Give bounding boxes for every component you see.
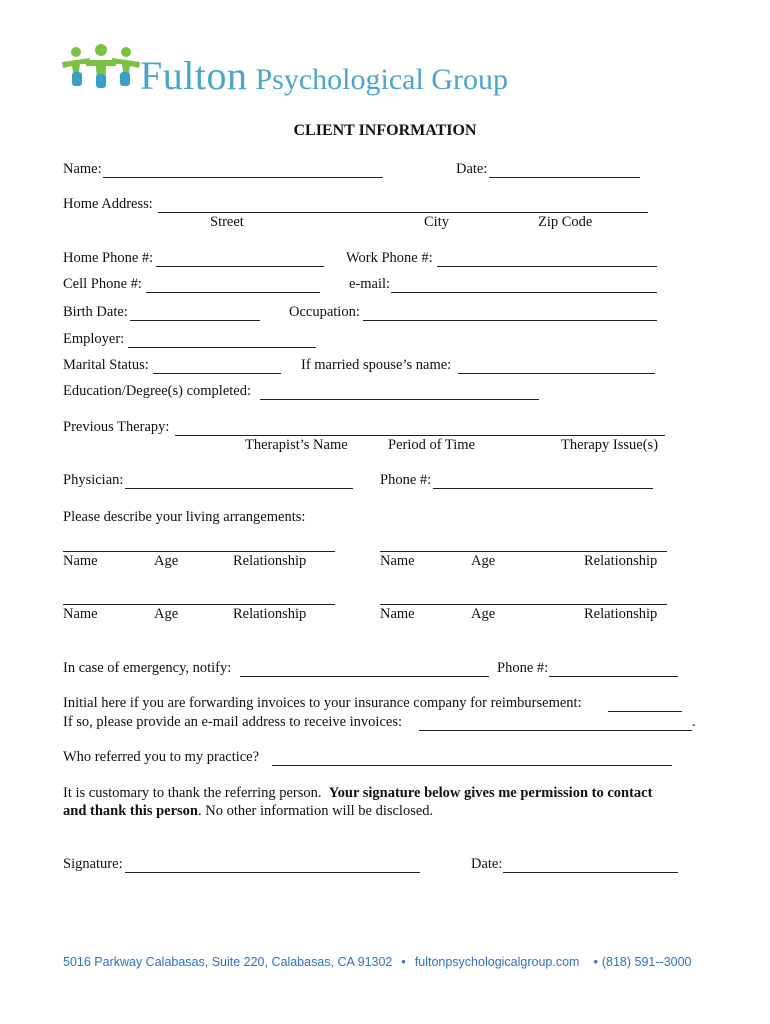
cell-phone-label: Cell Phone #: xyxy=(63,276,142,292)
physician-phone-field[interactable] xyxy=(433,488,653,489)
emergency-phone-field[interactable] xyxy=(549,676,678,677)
logo-name-big: Fulton xyxy=(140,53,248,98)
initial-field[interactable] xyxy=(608,711,682,712)
col-relationship-4: Relationship xyxy=(584,606,658,622)
previous-therapy-label: Previous Therapy: xyxy=(63,419,170,435)
cell-phone-field[interactable] xyxy=(146,292,320,293)
previous-therapy-field[interactable] xyxy=(175,435,665,436)
emergency-phone-label: Phone #: xyxy=(497,660,549,676)
occupation-field[interactable] xyxy=(363,320,657,321)
signature-field[interactable] xyxy=(125,872,420,873)
living-entry-2-field[interactable] xyxy=(380,551,667,552)
spouse-field[interactable] xyxy=(458,373,655,374)
col-name-1: Name xyxy=(63,553,98,569)
email-invoice-text: If so, please provide an e-mail address to receive invoices: xyxy=(63,714,403,730)
therapy-issues-caption: Therapy Issue(s) xyxy=(561,437,659,453)
work-phone-label: Work Phone #: xyxy=(346,250,433,266)
customary-text: It is customary to thank the referring person. xyxy=(63,785,322,801)
initial-text: Initial here if you are forwarding invoices to your insurance company for reimbursement: xyxy=(63,695,582,711)
logo-text xyxy=(140,52,508,99)
col-name-3: Name xyxy=(63,606,98,622)
footer xyxy=(63,955,692,969)
work-phone-field[interactable] xyxy=(437,266,657,267)
marital-status-label: Marital Status: xyxy=(63,357,149,373)
physician-phone-label: Phone #: xyxy=(380,472,432,488)
logo-figures-icon xyxy=(62,44,140,90)
col-relationship-1: Relationship xyxy=(233,553,307,569)
living-arrangements-label: Please describe your living arrangements: xyxy=(63,509,306,525)
living-entry-3-field[interactable] xyxy=(63,604,335,605)
city-caption: City xyxy=(424,214,449,230)
referred-field[interactable] xyxy=(272,765,672,766)
home-phone-label: Home Phone #: xyxy=(63,250,154,266)
birth-date-field[interactable] xyxy=(130,320,260,321)
birth-date-label: Birth Date: xyxy=(63,304,128,320)
footer-website[interactable]: fultonpsychologicalgroup.com xyxy=(414,955,580,969)
permission-text-1: Your signature below gives me permission to contact xyxy=(328,785,653,801)
home-address-field[interactable] xyxy=(158,212,648,213)
name-field[interactable] xyxy=(103,177,383,178)
occupation-label: Occupation: xyxy=(289,304,360,320)
col-age-3: Age xyxy=(154,606,179,622)
footer-phone: (818) 591--3000 xyxy=(601,955,692,969)
physician-field[interactable] xyxy=(125,488,353,489)
home-address-label: Home Address: xyxy=(63,196,153,212)
date-label: Date: xyxy=(456,161,488,177)
col-relationship-2: Relationship xyxy=(584,553,658,569)
physician-label: Physician: xyxy=(63,472,124,488)
col-relationship-3: Relationship xyxy=(233,606,307,622)
emergency-field[interactable] xyxy=(240,676,489,677)
living-entry-1-field[interactable] xyxy=(63,551,335,552)
home-phone-field[interactable] xyxy=(156,266,324,267)
col-age-2: Age xyxy=(471,553,496,569)
education-label: Education/Degree(s) completed: xyxy=(63,383,252,399)
signature-date-field[interactable] xyxy=(503,872,678,873)
referred-label: Who referred you to my practice? xyxy=(63,749,260,765)
period-caption: Period of Time xyxy=(388,437,476,453)
customary-line xyxy=(63,785,652,802)
employer-label: Employer: xyxy=(63,331,125,347)
street-caption: Street xyxy=(210,214,244,230)
disclosed-text: . No other information will be disclosed. xyxy=(197,803,434,819)
signature-date-label: Date: xyxy=(471,856,503,872)
zip-caption: Zip Code xyxy=(538,214,593,230)
name-label: Name: xyxy=(63,161,102,177)
spouse-label: If married spouse’s name: xyxy=(301,357,452,373)
logo-name-small: Psychological Group xyxy=(255,63,508,96)
date-field[interactable] xyxy=(489,177,640,178)
footer-bullet-1: • xyxy=(401,955,406,969)
footer-address: 5016 Parkway Calabasas, Suite 220, Calabasas, CA 91302 xyxy=(63,955,393,969)
emergency-label: In case of emergency, notify: xyxy=(63,660,232,676)
marital-status-field[interactable] xyxy=(153,373,281,374)
signature-label: Signature: xyxy=(63,856,123,872)
period-mark: . xyxy=(692,714,696,730)
col-age-1: Age xyxy=(154,553,179,569)
education-field[interactable] xyxy=(260,399,539,400)
therapists-name-caption: Therapist’s Name xyxy=(245,437,348,453)
permission-text-2: and thank this person xyxy=(63,803,198,819)
email-field[interactable] xyxy=(391,292,657,293)
col-name-2: Name xyxy=(380,553,415,569)
living-entry-4-field[interactable] xyxy=(380,604,667,605)
email-label: e-mail: xyxy=(349,276,391,292)
form-title: CLIENT INFORMATION xyxy=(293,122,477,139)
employer-field[interactable] xyxy=(128,347,316,348)
col-name-4: Name xyxy=(380,606,415,622)
permission-line-2 xyxy=(63,803,433,820)
email-invoice-field[interactable] xyxy=(419,730,692,731)
col-age-4: Age xyxy=(471,606,496,622)
footer-bullet-2: • xyxy=(593,955,598,969)
